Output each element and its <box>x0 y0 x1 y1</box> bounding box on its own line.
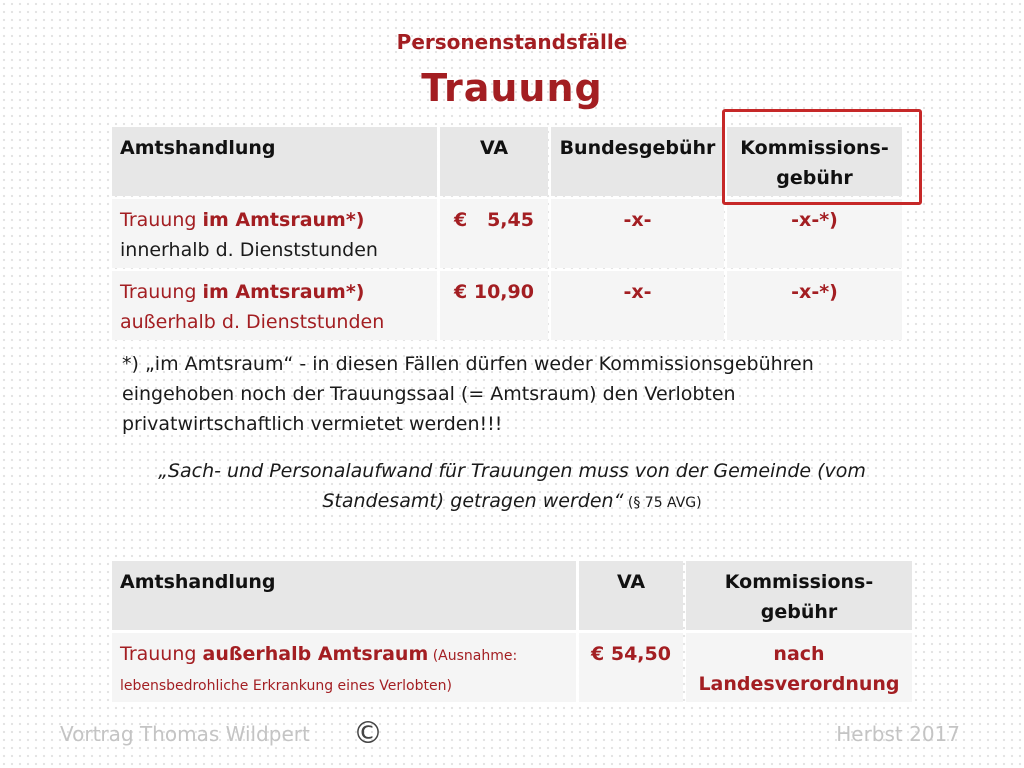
row-va: € 54,50 <box>579 633 683 702</box>
row-note-1: (Ausnahme: <box>428 648 518 664</box>
header-bundesgebuehr: Bundesgebühr <box>551 127 724 196</box>
row-bold: außerhalb Amtsraum <box>202 643 429 665</box>
row-kommissionsgebuehr: -x-*) <box>727 271 902 340</box>
row-bold: im Amtsraum*) <box>202 209 365 231</box>
fee-table-outside <box>109 558 915 705</box>
table-row <box>112 199 902 268</box>
footer-author: Vortrag Thomas Wildpert <box>60 722 310 746</box>
highlight-box <box>722 109 922 205</box>
table-row <box>112 633 912 702</box>
page-title: Trauung <box>421 66 603 110</box>
row-note-2: lebensbedrohliche Erkrankung eines Verlobten) <box>120 678 452 694</box>
row-amtshandlung <box>112 633 576 702</box>
row-line2: außerhalb d. Dienststunden <box>120 311 385 333</box>
footer-date: Herbst 2017 <box>836 722 960 746</box>
row-kommissionsgebuehr: -x-*) <box>727 199 902 268</box>
row-va: € 5,45 <box>440 199 548 268</box>
row-bold: im Amtsraum*) <box>202 281 365 303</box>
header-amtshandlung: Amtshandlung <box>112 561 576 630</box>
row-bundesgebuehr: -x- <box>551 271 724 340</box>
row-amtshandlung <box>112 199 437 268</box>
quote-text: „Sach- und Personalaufwand für Trauungen muss von der Gemeinde (vom Standesamt) getragen werden“ <box>158 460 866 512</box>
footnote: *) „im Amtsraum“ - in diesen Fällen dürfen weder Kommissionsgebühren eingehoben noch der Trauungssaal (= Amtsraum) den Verlobten privatwirtschaftlich vermietet werden!!! <box>122 353 814 435</box>
row-amtshandlung <box>112 271 437 340</box>
table-header-row <box>112 561 912 630</box>
header-va: VA <box>579 561 683 630</box>
row-line2: innerhalb d. Dienststunden <box>120 239 378 261</box>
header-kommissionsgebuehr: Kommissions- gebühr <box>686 561 912 630</box>
header-va: VA <box>440 127 548 196</box>
copyright-icon: © <box>353 716 383 751</box>
row-lead: Trauung <box>120 209 203 231</box>
row-va: € 10,90 <box>440 271 548 340</box>
quote <box>112 456 912 518</box>
table-row <box>112 271 902 340</box>
quote-reference: (§ 75 AVG) <box>623 495 702 511</box>
subtitle: Personenstandsfälle <box>396 30 628 54</box>
header-kommissionsgebuehr: Kommissions- gebühr <box>727 127 902 196</box>
row-kommissionsgebuehr: nach Landesverordnung <box>686 633 912 702</box>
row-lead: Trauung <box>120 281 203 303</box>
header-amtshandlung: Amtshandlung <box>112 127 437 196</box>
row-bundesgebuehr: -x- <box>551 199 724 268</box>
row-lead: Trauung <box>120 643 203 665</box>
